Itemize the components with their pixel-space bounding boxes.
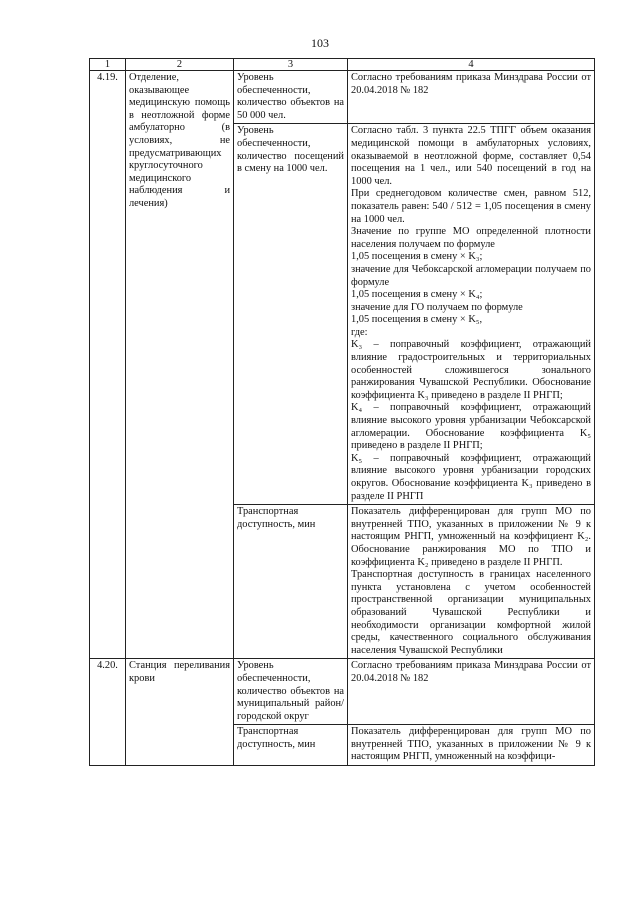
- indicator-name: Уровень обеспеченности, количество объектов на муниципальный район/городской округ: [234, 659, 348, 725]
- basis-paragraph: При среднегодовом количестве смен, равном 512, показатель равен: 540 / 512 = 1,05 посещения в смену на 1000 чел.: [351, 188, 591, 225]
- basis-paragraph: Согласно табл. 3 пункта 22.5 ТПГГ объем оказания медицинской помощи в амбулаторных условиях, оказываемой в неотложной форме, составляет 0,54 посещения на 1 чел., или 540 посещений в год на 1000 чел.: [351, 125, 591, 187]
- basis-paragraph: Показатель дифференцирован для групп МО по внутренней ТПО, указанных в приложении № 9 к настоящим РНГП, умноженный на коэффициент K₂. Обоснование ранжирования МО по ТПО и коэффициента K₂ приведено в разделе II РНГП.: [351, 506, 591, 568]
- indicator-name: Транспортная доступность, мин: [234, 725, 348, 766]
- indicator-name: Уровень обеспеченности, количество объектов на 50 000 чел.: [234, 71, 348, 124]
- indicator-basis: [348, 505, 595, 659]
- column-number: 4: [348, 59, 595, 71]
- indicator-basis: [348, 659, 595, 725]
- column-number-row: [90, 59, 595, 71]
- table-row: [90, 659, 595, 725]
- coefficient-definition: K₄ – поправочный коэффициент, отражающий влияние высокого уровня урбанизации Чебоксарской агломерации. Обоснование коэффициента K₅ приведено в разделе II РНГП;: [351, 402, 591, 452]
- where-label: где:: [351, 326, 368, 338]
- normatives-table: [89, 58, 595, 766]
- basis-paragraph: значение для ГО получаем по формуле: [351, 301, 523, 313]
- formula-line: 1,05 посещения в смену × K₄;: [351, 289, 483, 301]
- basis-paragraph: Согласно требованиям приказа Минздрава России от 20.04.2018 № 182: [351, 72, 591, 96]
- indicator-basis: [348, 124, 595, 505]
- indicator-basis: [348, 725, 595, 766]
- facility-name: Отделение, оказывающее медицинскую помощь в неотложной форме амбулаторно (в условиях, не предусматривающих круглосуточного медицинского наблюдения и лечения): [126, 71, 234, 659]
- coefficient-definition: K₅ – поправочный коэффициент, отражающий влияние высокого уровня урбанизации городских округов. Обоснование коэффициента K₃ приведено в разделе II РНГП: [351, 452, 591, 502]
- basis-paragraph: Показатель дифференцирован для групп МО по внутренней ТПО, указанных в приложении № 9 к настоящим РНГП, умноженный на коэффици-: [351, 726, 591, 763]
- page-number: 103: [311, 36, 329, 50]
- item-number: 4.20.: [90, 659, 126, 766]
- coefficient-definition: K₃ – поправочный коэффициент, отражающий влияние градостроительных и территориальных особенностей сложившегося зонального ранжирования Чувашской Республики. Обоснование коэффициента K₃ приведено в разделе II РНГП;: [351, 339, 591, 401]
- formula-line: 1,05 посещения в смену × K₅,: [351, 314, 483, 326]
- basis-paragraph: Значение по группе МО определенной плотности населения получаем по формуле: [351, 226, 591, 250]
- facility-name: Станция переливания крови: [126, 659, 234, 766]
- table-row: [90, 71, 595, 124]
- basis-paragraph: значение для Чебоксарской агломерации получаем по формуле: [351, 263, 591, 288]
- indicator-name: Уровень обеспеченности, количество посещений в смену на 1000 чел.: [234, 124, 348, 505]
- formula-line: 1,05 посещения в смену × K₃;: [351, 251, 483, 263]
- basis-paragraph: Транспортная доступность в границах населенного пункта установлена с учетом особенностей пространственной организации муниципальных образований Чувашской Республики и необходимости организации комфортной жилой среды, качественного социального обслуживания населения Чувашской Республики: [351, 569, 591, 656]
- basis-paragraph: Согласно требованиям приказа Минздрава России от 20.04.2018 № 182: [351, 660, 591, 684]
- column-number: 2: [126, 59, 234, 71]
- indicator-name: Транспортная доступность, мин: [234, 505, 348, 659]
- indicator-basis: [348, 71, 595, 124]
- column-number: 3: [234, 59, 348, 71]
- column-number: 1: [90, 59, 126, 71]
- item-number: 4.19.: [90, 71, 126, 659]
